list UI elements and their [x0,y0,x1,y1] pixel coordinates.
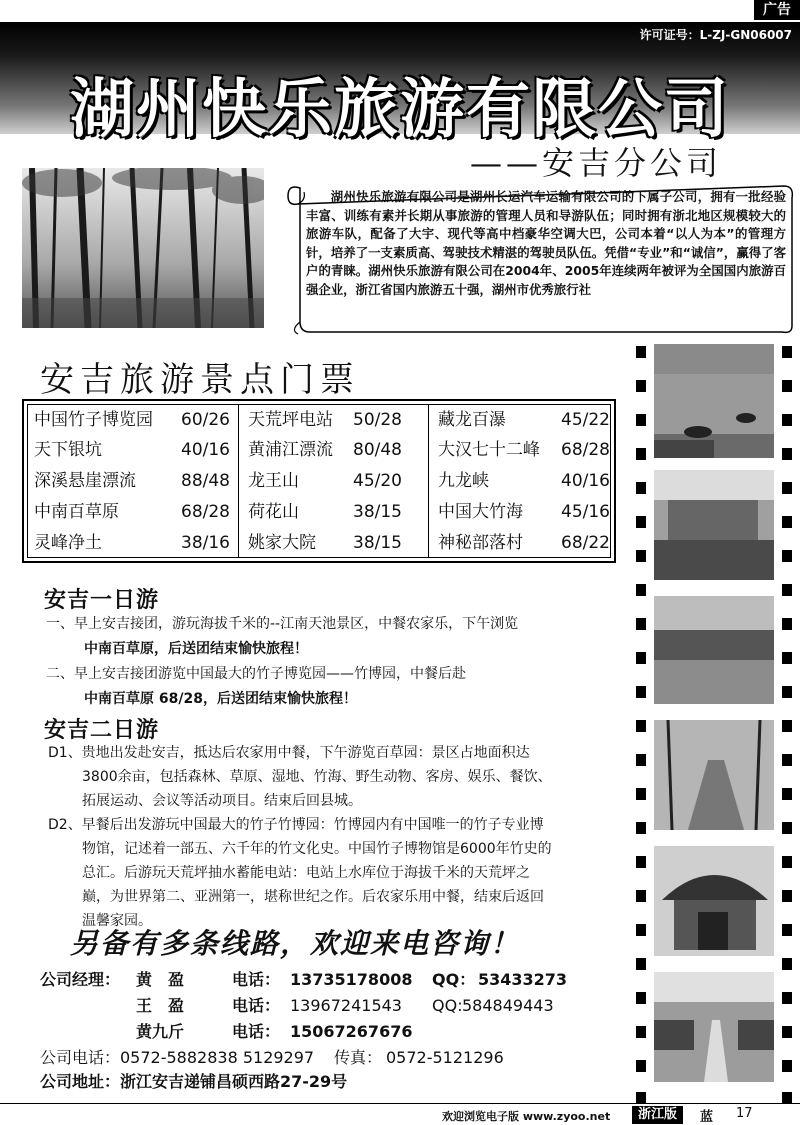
company-phone[interactable]: 0572-5882838 5129297 [120,1048,315,1067]
contact-name: 黄九斤 [136,1022,185,1041]
ticket-item: 天荒坪电站 50/28 [248,410,402,430]
ticket-item: 龙王山 45/20 [248,471,402,491]
fax-number: 0572-5121296 [386,1048,504,1067]
ticket-item: 深溪悬崖漂流 88/48 [34,471,230,491]
page-number: 17 [736,1106,753,1121]
tour1-heading: 安吉一日游 [44,588,160,613]
contact-name: 王 盈 [136,996,185,1015]
ticket-item: 九龙峡 40/16 [438,471,610,491]
tour2-line: 温馨家园。 [82,913,152,929]
ticket-item: 神秘部落村 68/22 [438,533,610,553]
ticket-item: 荷花山 38/15 [248,502,402,522]
tour2-line: D2、早餐后出发游玩中国最大的竹子竹博园：竹博园内有中国唯一的竹子专业博 [48,817,544,833]
film-strip [628,340,800,1110]
top-bar [0,0,800,22]
contact-name: 黄 盈 [136,970,185,989]
qq-label: QQ： [432,970,476,989]
tour2-line: 3800余亩，包括森林、草原、湿地、竹海、野生动物、客房、娱乐、餐饮、 [82,769,552,785]
photo-pavilion [654,846,774,956]
ticket-item: 中国大竹海 45/16 [438,502,610,522]
photo-bridge-river [654,972,774,1082]
slogan: 另备有多条线路，欢迎来电咨询！ [70,927,521,960]
photo-lake-geese [654,344,774,458]
ticket-item: 灵峰净土 38/16 [34,533,230,553]
contact-qq: 584849443 [462,996,554,1015]
contact-qq: 53433273 [478,970,568,989]
tickets-table [22,399,616,563]
tour2-line: D1、贵地出发赴安吉，抵达后农家用中餐，下午游览百草园：景区占地面积达 [48,745,530,761]
branch-name: ——安吉分公司 [470,144,723,182]
photo-forest-lake [654,596,774,704]
manager-label: 公司经理： [40,970,121,989]
tour2-line: 总汇。后游玩天荒坪抽水蓄能电站：电站上水库位于海拔千米的天荒坪之 [82,865,530,881]
tour2-line: 物馆，记述着一部五、六千年的竹文化史。中国竹子博物馆是6000年竹史的 [82,841,552,857]
tour1-line: 二、早上安吉接团游览中国最大的竹子博览园——竹博园，中餐后赴 [46,666,466,682]
ad-tag: 广告 [754,0,800,20]
ticket-item: 姚家大院 38/15 [248,533,402,553]
edition-color: 蓝 [700,1110,714,1125]
footer-rule [0,1103,800,1104]
phone-label: 电话： [232,970,281,989]
contact-phone[interactable]: 15067267676 [290,1022,413,1041]
tickets-heading: 安吉旅游景点门票 [40,360,360,400]
ticket-item: 大汉七十二峰 68/28 [438,440,610,460]
ticket-item: 中南百草原 68/28 [34,502,230,522]
tour2-line: 拓展运动、会议等活动项目。结束后回县城。 [82,793,362,809]
company-address: 浙江安吉递铺昌硕西路27-29号 [120,1072,348,1091]
tour1-line: 一、早上安吉接团，游玩海拔千米的--江南天池景区，中餐农家乐，下午浏览 [46,616,519,632]
qq-label: QQ: [432,996,463,1015]
footer-website[interactable]: 欢迎浏览电子版 www.zyoo.net [442,1110,611,1123]
company-phone-label: 公司电话： [40,1048,121,1067]
contact-phone[interactable]: 13735178008 [290,970,413,989]
ticket-item: 藏龙百瀑 45/22 [438,410,610,430]
edition-badge: 浙江版 [632,1106,683,1124]
ticket-item: 中国竹子博览园 60/26 [34,410,230,430]
company-title: 湖州快乐旅游有限公司 [70,73,730,147]
table-divider [428,405,429,557]
contact-phone[interactable]: 13967241543 [290,996,402,1015]
intro-paragraph: 湖州快乐旅游有限公司是湖州长运汽车运输有限公司的下属子公司，拥有一批经验丰富、训练有素并长期从事旅游的管理人员和导游队伍；同时拥有浙北地区规模较大的旅游车队，配备了大宇、现代等高中档豪华空调大巴，公司本着“以人为本”的管理方针，培养了一支素质高、驾驶技术精湛的驾驶员队伍。凭借“专业”和“诚信”，赢得了客户的青睐。湖州快乐旅游有限公司在2004年、2005年连续两年被评为全国国内旅游百强企业，浙江省国内旅游五十强，湖州市优秀旅行社 [306,189,786,297]
license-number: 许可证号：L-ZJ-GN06007 [639,28,792,42]
ticket-item: 黄浦江漂流 80/48 [248,440,402,460]
bamboo-forest-photo [22,168,264,328]
table-divider [238,405,239,557]
phone-label: 电话： [232,1022,281,1041]
photo-wooden-bridge [654,720,774,830]
tour1-line: 中南百草原 68/28，后送团结束愉快旅程！ [84,691,357,707]
tour1-line: 中南百草原，后送团结束愉快旅程！ [84,641,308,657]
address-label: 公司地址： [40,1072,121,1091]
tour2-line: 巅，为世界第二、亚洲第一，堪称世纪之作。后农家乐用中餐，结束后返回 [82,889,544,905]
ticket-item: 天下银坑 40/16 [34,440,230,460]
tour2-heading: 安吉二日游 [44,718,160,743]
fax-label: 传真： [334,1048,383,1067]
photo-garden-building [654,470,774,580]
phone-label: 电话： [232,996,281,1015]
